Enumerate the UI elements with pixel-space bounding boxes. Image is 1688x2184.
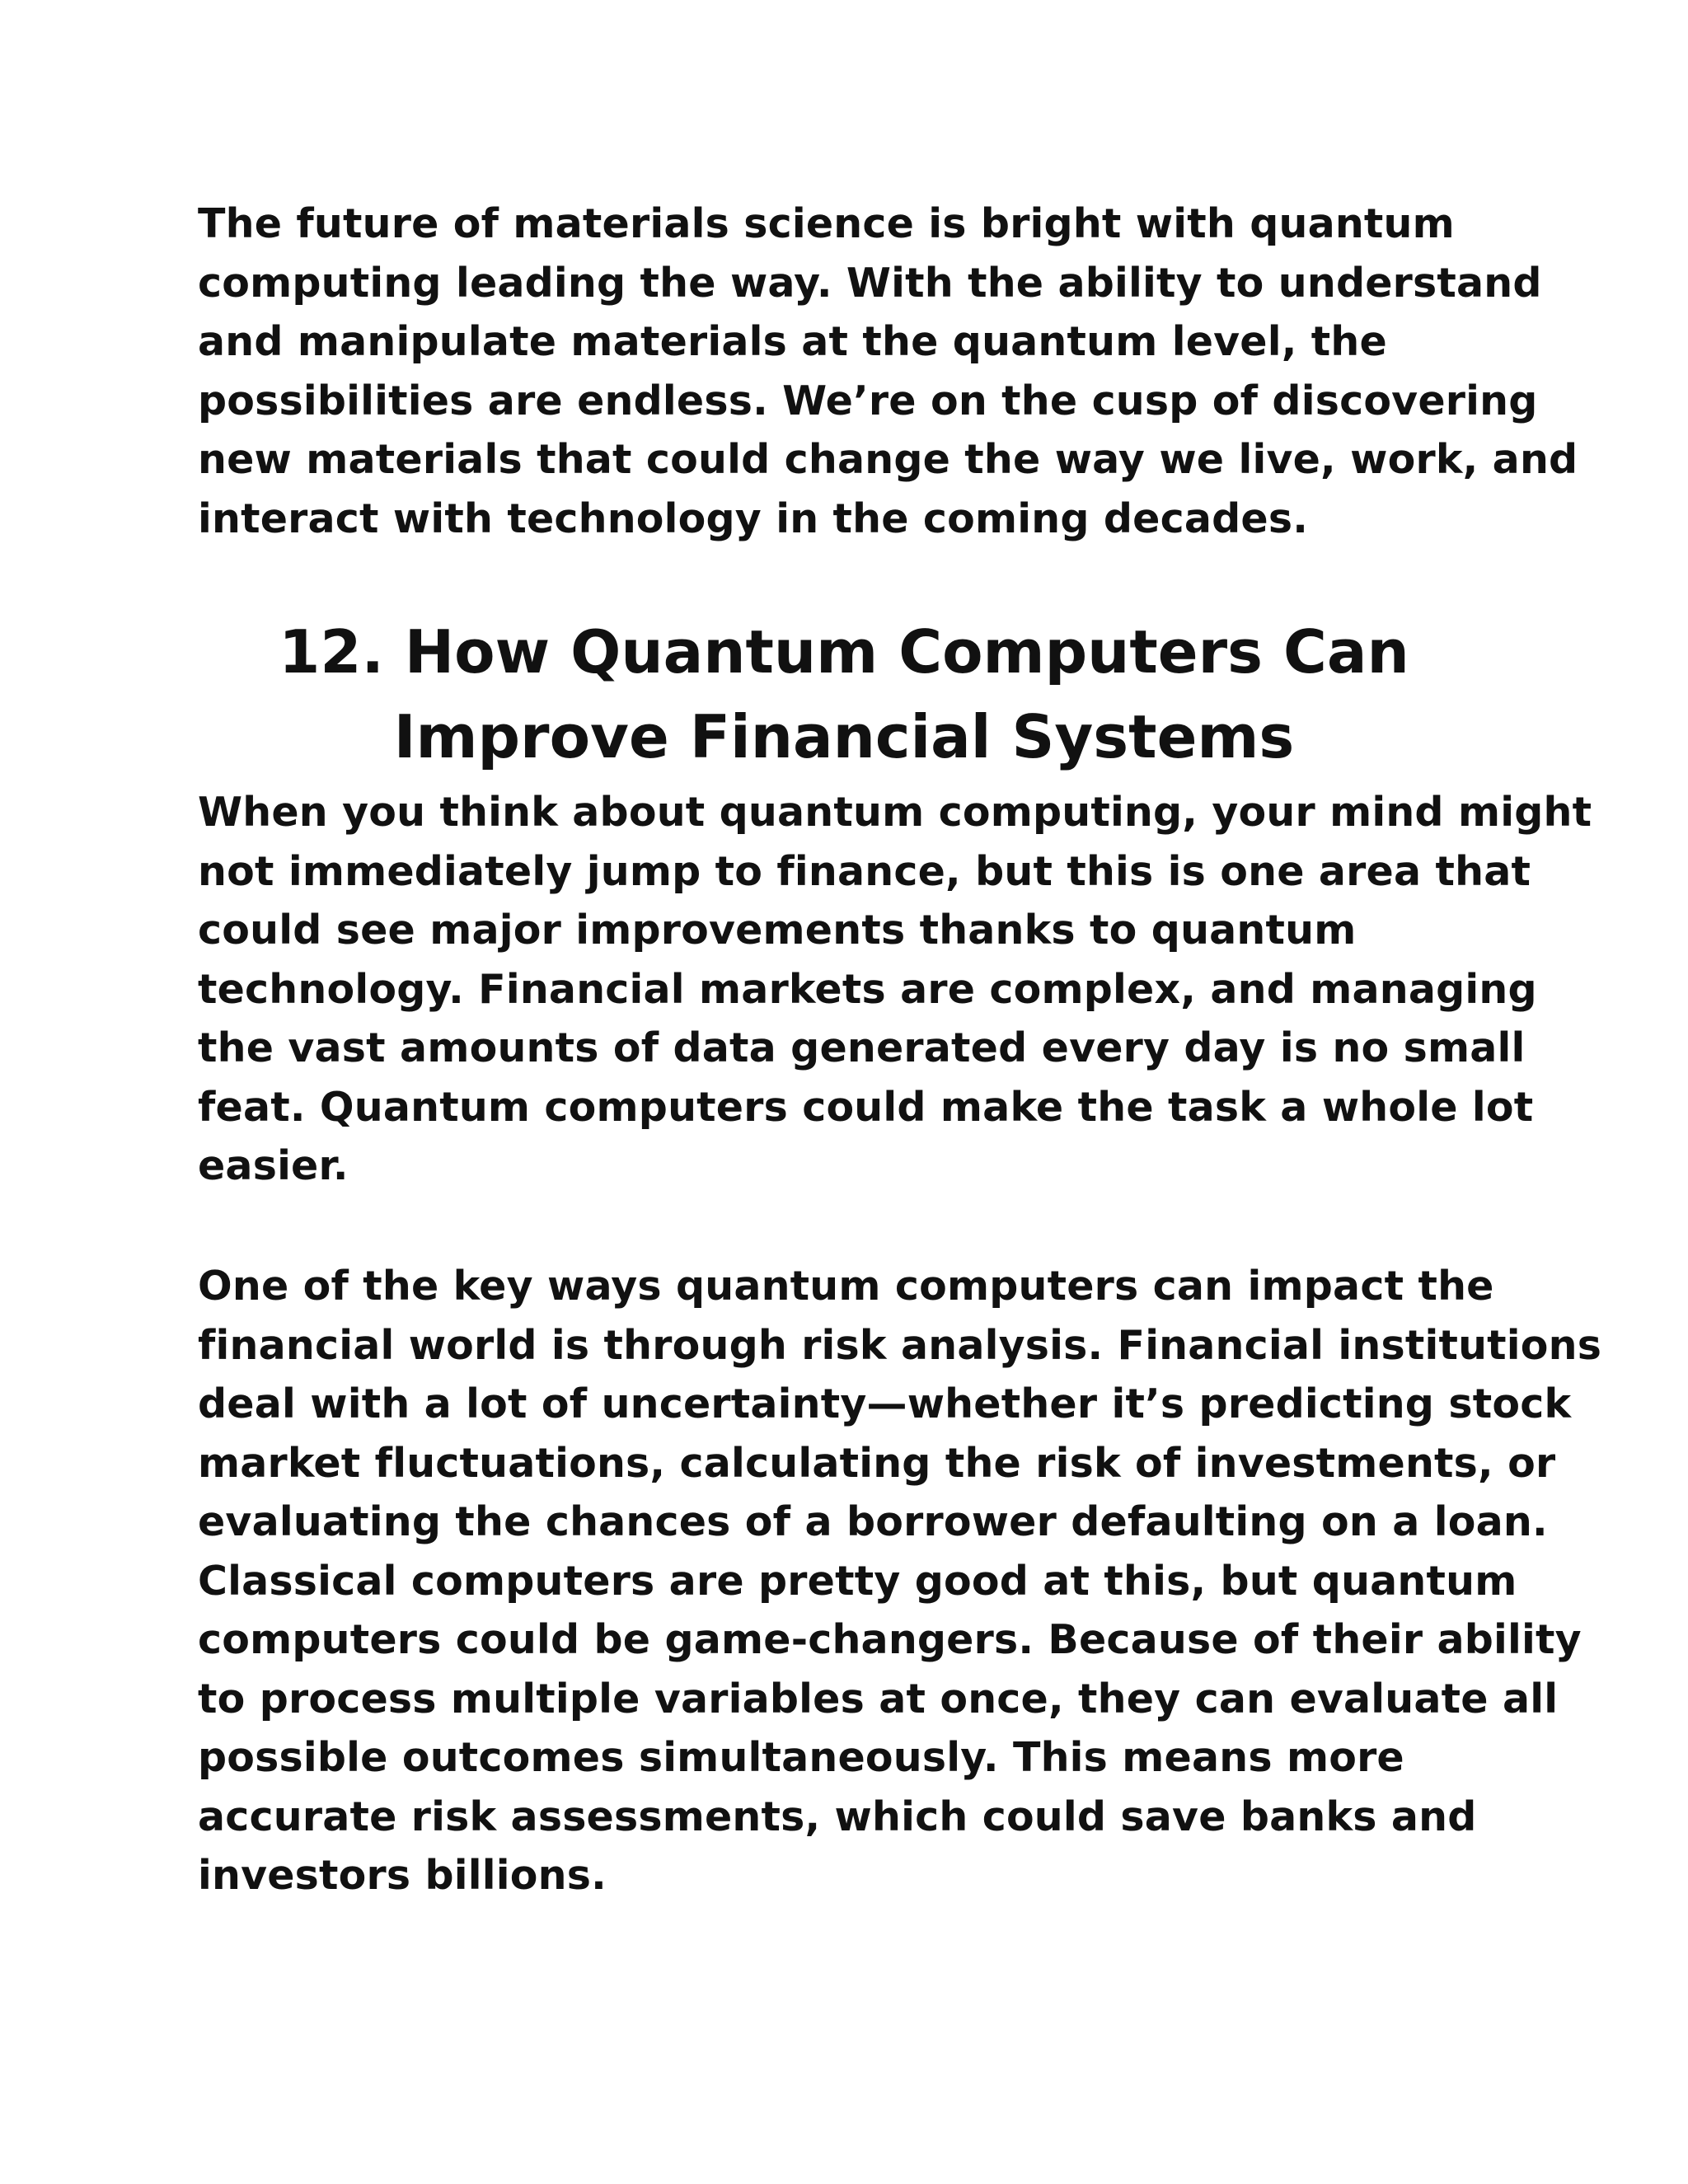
paragraph-line: When you think about quantum computing, your mind might xyxy=(198,789,1592,836)
paragraph-line: new materials that could change the way we live, work, and xyxy=(198,436,1578,483)
paragraph-line: accurate risk assessments, which could save banks and xyxy=(198,1793,1477,1840)
paragraph-line: financial world is through risk analysis. Financial institutions xyxy=(198,1321,1602,1369)
paragraph-line: possibilities are endless. We’re on the cusp of discovering xyxy=(198,377,1538,424)
paragraph-line: Classical computers are pretty good at this, but quantum xyxy=(198,1557,1517,1605)
paragraph-line: computing leading the way. With the ability to understand xyxy=(198,259,1542,307)
paragraph-line: not immediately jump to finance, but this is one area that xyxy=(198,847,1531,895)
intro-paragraph xyxy=(198,194,1578,548)
paragraph-line: interact with technology in the coming decades. xyxy=(198,494,1309,542)
paragraph-risk-analysis xyxy=(198,1257,1602,1905)
heading-line: Improve Financial Systems xyxy=(393,702,1295,771)
paragraph-line: deal with a lot of uncertainty—whether it’s predicting stock xyxy=(198,1380,1572,1427)
paragraph-line: One of the key ways quantum computers can impact the xyxy=(198,1263,1494,1310)
paragraph-line: feat. Quantum computers could make the task a whole lot xyxy=(198,1083,1534,1131)
paragraph-line: market fluctuations, calculating the risk of investments, or xyxy=(198,1439,1556,1487)
paragraph-line: possible outcomes simultaneously. This means more xyxy=(198,1734,1404,1781)
paragraph-line: evaluating the chances of a borrower defaulting on a loan. xyxy=(198,1498,1548,1545)
paragraph-line: investors billions. xyxy=(198,1852,607,1899)
paragraph-line: The future of materials science is bright with quantum xyxy=(198,200,1455,247)
paragraph-line: computers could be game-changers. Because of their ability xyxy=(198,1616,1582,1663)
section-heading xyxy=(198,610,1490,780)
heading-line: 12. How Quantum Computers Can xyxy=(279,617,1409,687)
paragraph-line: the vast amounts of data generated every day is no small xyxy=(198,1024,1526,1071)
paragraph-finance-intro xyxy=(198,783,1592,1196)
paragraph-line: technology. Financial markets are complex, and managing xyxy=(198,965,1537,1013)
paragraph-line: could see major improvements thanks to quantum xyxy=(198,907,1357,954)
paragraph-line: and manipulate materials at the quantum level, the xyxy=(198,318,1387,365)
paragraph-line: easier. xyxy=(198,1142,349,1189)
paragraph-line: to process multiple variables at once, they can evaluate all xyxy=(198,1675,1559,1722)
